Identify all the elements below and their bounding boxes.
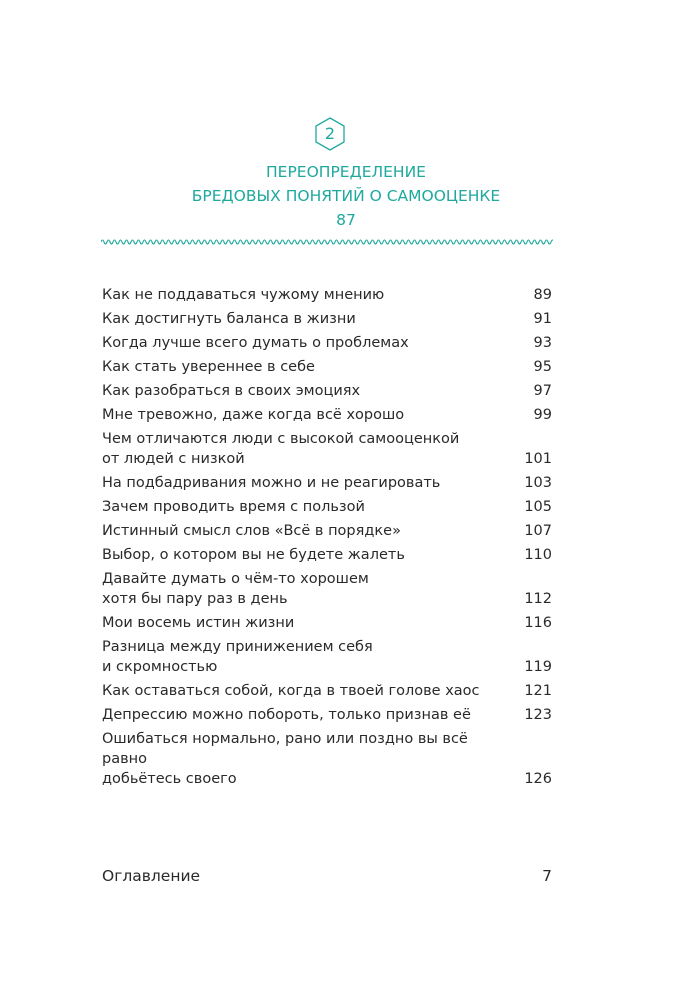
toc-entry[interactable] [102, 403, 552, 427]
chapter-number: 2 [324, 124, 336, 143]
toc-entry-page: 99 [533, 407, 552, 423]
toc-entry-page: 89 [533, 287, 552, 303]
toc-entry-title-line: Истинный смысл слов «Всё в порядке» [102, 523, 401, 539]
toc-entry-title-line: Депрессию можно побороть, только признав её [102, 707, 471, 723]
toc-entry-page: 126 [524, 771, 552, 787]
chapter-title-line-1: ПЕРЕОПРЕДЕЛЕНИЕ [266, 163, 426, 181]
toc-entry-title-line: Зачем проводить время с пользой [102, 499, 365, 515]
toc-entry[interactable] [102, 355, 552, 379]
toc-entry[interactable] [102, 283, 552, 307]
toc-entry-title [102, 309, 522, 329]
toc-entry-title [102, 333, 522, 353]
toc-entry-title-line: Мне тревожно, даже когда всё хорошо [102, 407, 405, 423]
toc-entry-title-line: хотя бы пару раз в день [102, 591, 288, 607]
toc-entry-title-line: Как не поддаваться чужому мнению [102, 287, 385, 303]
toc-entry-title-line: Как разобраться в своих эмоциях [102, 383, 361, 399]
toc-entry-title [102, 405, 522, 425]
toc-entry-page: 123 [524, 707, 552, 723]
toc-entry[interactable] [102, 727, 552, 791]
toc-entry-title [102, 729, 522, 789]
toc-entry-title [102, 473, 522, 493]
toc-entry-title-line: Ошибаться нормально, рано или поздно вы всё равно [102, 731, 468, 767]
toc-entry[interactable] [102, 635, 552, 679]
chapter-page-number: 87 [336, 211, 356, 229]
toc-entry[interactable] [102, 543, 552, 567]
toc-entry-title [102, 429, 522, 469]
toc-entry-title-line: Как стать увереннее в себе [102, 359, 315, 375]
toc-entry-title-line: добьётесь своего [102, 771, 237, 787]
toc-entry[interactable] [102, 519, 552, 543]
toc-entry-title [102, 285, 522, 305]
chapter-number-badge [315, 117, 345, 151]
toc-entry-title-line: На подбадривания можно и не реагировать [102, 475, 441, 491]
toc-entry-page: 97 [533, 383, 552, 399]
running-footer-label: Оглавление [102, 867, 201, 885]
chapter-title [0, 160, 692, 232]
toc-entry-title [102, 569, 522, 609]
chapter-title-line-2: БРЕДОВЫХ ПОНЯТИЙ О САМООЦЕНКЕ [191, 187, 501, 205]
toc-entry[interactable] [102, 427, 552, 471]
toc-entry[interactable] [102, 331, 552, 355]
toc-entry-title-line: Как оставаться собой, когда в твоей голове хаос [102, 683, 480, 699]
wavy-divider [101, 237, 553, 247]
toc-entry-title [102, 381, 522, 401]
toc-entry-title [102, 545, 522, 565]
toc-entry-title-line: Как достигнуть баланса в жизни [102, 311, 356, 327]
toc-entry-title-line: Давайте думать о чём-то хорошем [102, 571, 369, 587]
toc-entry[interactable] [102, 703, 552, 727]
toc-entry-title [102, 705, 522, 725]
toc-entry-page: 110 [524, 547, 552, 563]
toc-entry-title [102, 521, 522, 541]
table-of-contents [102, 283, 552, 791]
toc-entry-title [102, 613, 522, 633]
toc-entry-page: 112 [524, 591, 552, 607]
toc-entry-page: 103 [524, 475, 552, 491]
folio-page-number: 7 [542, 867, 552, 885]
toc-entry-page: 93 [533, 335, 552, 351]
toc-entry[interactable] [102, 307, 552, 331]
toc-entry-title [102, 497, 522, 517]
toc-entry[interactable] [102, 611, 552, 635]
toc-entry-page: 119 [524, 659, 552, 675]
toc-entry-title-line: от людей с низкой [102, 451, 245, 467]
toc-entry-page: 91 [533, 311, 552, 327]
toc-entry-title [102, 637, 522, 677]
toc-entry[interactable] [102, 567, 552, 611]
toc-entry-title-line: Чем отличаются люди с высокой самооценкой [102, 431, 460, 447]
toc-entry[interactable] [102, 495, 552, 519]
toc-entry-title-line: Когда лучше всего думать о проблемах [102, 335, 409, 351]
toc-entry-title-line: Выбор, о котором вы не будете жалеть [102, 547, 405, 563]
toc-entry[interactable] [102, 379, 552, 403]
toc-entry-page: 95 [533, 359, 552, 375]
toc-entry-title [102, 681, 522, 701]
toc-entry-title-line: Разница между принижением себя [102, 639, 373, 655]
toc-entry-page: 105 [524, 499, 552, 515]
toc-entry-page: 101 [524, 451, 552, 467]
toc-entry[interactable] [102, 471, 552, 495]
toc-entry-title-line: Мои восемь истин жизни [102, 615, 295, 631]
toc-entry-page: 121 [524, 683, 552, 699]
toc-entry-title-line: и скромностью [102, 659, 218, 675]
toc-entry-page: 116 [524, 615, 552, 631]
toc-entry[interactable] [102, 679, 552, 703]
toc-entry-title [102, 357, 522, 377]
toc-entry-page: 107 [524, 523, 552, 539]
